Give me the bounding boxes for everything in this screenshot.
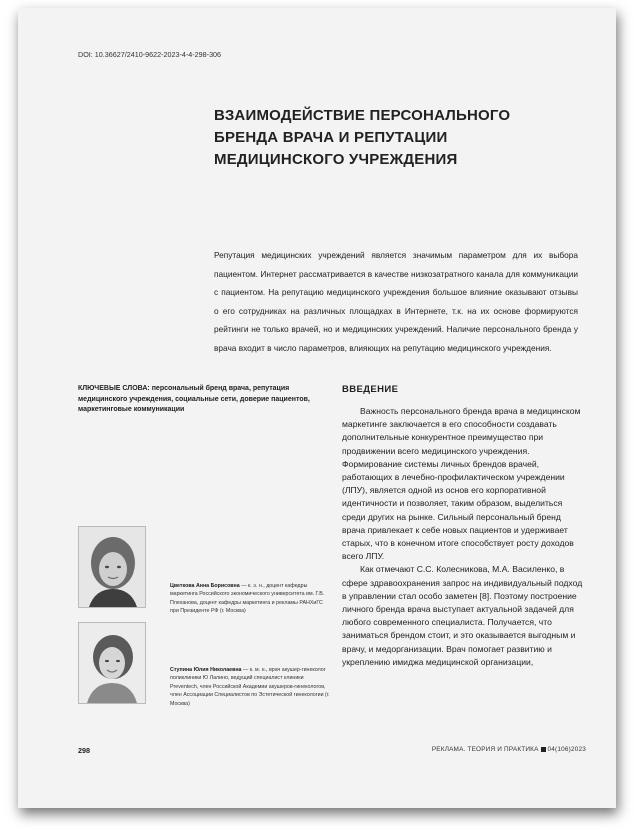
journal-page: [18, 8, 616, 808]
article-title: ВЗАИМОДЕЙСТВИЕ ПЕРСОНАЛЬНОГО БРЕНДА ВРАЧА И РЕПУТАЦИИ МЕДИЦИНСКОГО УЧРЕЖДЕНИЯ: [214, 107, 511, 168]
square-separator-icon: [541, 747, 546, 752]
author-name-1: Цветкова Анна Борисовна: [170, 583, 240, 589]
author-details-1: — к. э. н., доцент кафедры маркетинга Российского экономического университета им. Г.В. Плеханова, доцент кафедры маркетинга и рекламы РАНХиГС при Президенте РФ (г. Москва): [170, 583, 325, 615]
doi-line: DOI: 10.36627/2410-9622-2023-4-4-298-306: [78, 50, 222, 59]
author-details-2: — к. м. н., врач акушер-гинеколог поликлиники Ю Лалино, ведущий специалист клиники Preventech, член Российской Академии акушеров-гинекологов, член Ассоциации Специалистов по Эстетической гинекологии (г. Москва): [170, 667, 330, 707]
body-paragraph: Как отмечают С.С. Колесникова, М.А. Василенко, в сфере здравоохранения запрос на индивидуальный подход в управлении стал особо заметен [8]. Поэтому построение личного бренда врача выступает актуальной задачей для любого современного специалиста. Получается, что заниматься брендом стоит, и это оказывается выгодным и врачу, и медорганизации. Врач помогает развитию и укреплению имиджа медицинской организации,: [342, 564, 583, 667]
body-column: [342, 405, 586, 669]
author-name-2: Ступина Юлия Николаевна: [170, 667, 242, 673]
journal-name: РЕКЛАМА. ТЕОРИЯ И ПРАКТИКА: [431, 746, 539, 753]
keywords-text: персональный бренд врача, репутация медицинского учреждения, социальные сети, доверие пациентов, маркетинговые коммуникации: [78, 385, 310, 413]
abstract: Репутация медицинских учреждений является значимым параметром для их выбора пациентом. Интернет рассматривается в качестве низкозатратного канала для коммуникации с пациентом. На репутацию медицинского учреждения большое влияние оказывают отзывы о его сотрудниках на различных площадках в Интернете, т.к. на их основе формируются рейтинги не только врачей, но и медицинских учреждений. Наличие персонального бренда у врача входит в число параметров, влияющих на репутацию медицинского учреждения.: [214, 250, 578, 353]
author-portrait-2: [79, 623, 145, 703]
journal-footer: [432, 746, 586, 753]
author-photo-1: [78, 526, 146, 608]
author-info-2: [170, 666, 330, 708]
section-heading: ВВЕДЕНИЕ: [342, 384, 399, 395]
page-number: 298: [78, 746, 90, 755]
body-paragraph: Важность персонального бренда врача в медицинском маркетинге заключается в его способности создавать дополнительные конкурентное преимущество при продвижении всего медицинского учреждения. Формирование системы личных брендов врачей, работающих в лечебно-профилактическом учреждении (ЛПУ), является одной из основ его корпоративной идентичности и позволяет, таким образом, выделиться среди других на рынке. Сильный персональный бренд врача привлекает к себе новых пациентов и удерживает старых, что в конечном итоге способствует росту доходов всего ЛПУ.: [342, 406, 581, 562]
author-info-1: [170, 582, 330, 616]
author-photo-2: [78, 622, 146, 704]
journal-issue: 04(106)2023: [547, 746, 586, 753]
keywords-label: КЛЮЧЕВЫЕ СЛОВА:: [78, 385, 150, 392]
keywords-block: [78, 384, 318, 416]
author-portrait-1: [79, 527, 145, 607]
